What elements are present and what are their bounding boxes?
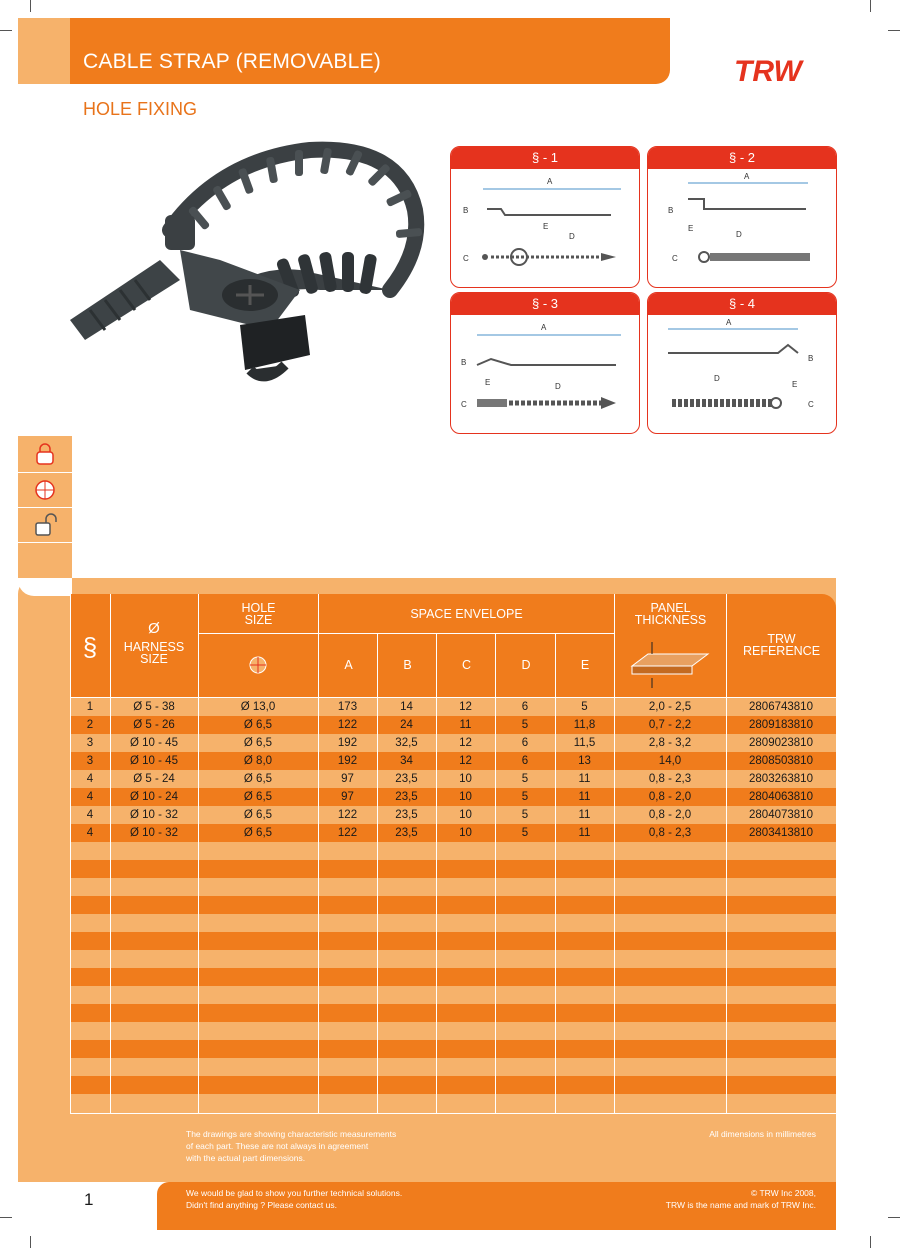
- grid-line: [110, 594, 111, 1114]
- table-row: [70, 1094, 836, 1112]
- cell-hole: Ø 6,5: [243, 791, 273, 803]
- cell-harness: Ø 10 - 32: [130, 827, 178, 839]
- cell-c: 10: [459, 809, 472, 821]
- diagram-2: [647, 146, 837, 288]
- panel-corner: [18, 578, 72, 596]
- grid-line: [70, 594, 71, 1114]
- cell-b: 23,5: [395, 827, 418, 839]
- header-a: A: [344, 658, 353, 672]
- cell-s: 4: [86, 809, 94, 821]
- cell-e: 11,8: [573, 719, 596, 731]
- cell-hole: Ø 6,5: [243, 809, 273, 821]
- table-row: [70, 716, 836, 734]
- grid-line: [436, 634, 437, 1114]
- cell-d: 5: [521, 719, 529, 731]
- panel-thickness-icon: [628, 640, 712, 690]
- table-row: [70, 968, 836, 986]
- cell-a: 97: [341, 773, 354, 785]
- svg-text:D: D: [714, 374, 720, 383]
- cell-s: 3: [86, 755, 94, 767]
- svg-text:D: D: [555, 382, 561, 391]
- cell-s: 4: [86, 827, 94, 839]
- cell-e: 11,5: [573, 737, 596, 749]
- header-e: E: [580, 658, 590, 672]
- cell-d: 6: [521, 755, 529, 767]
- header-section: §: [82, 632, 98, 662]
- contact-note: We would be glad to show you further technical solutions. Didn't find anything ? Please contact us.: [186, 1188, 403, 1210]
- header-harness: HARNESS SIZE: [123, 640, 185, 666]
- cell-hole: Ø 13,0: [240, 701, 276, 713]
- cell-b: 34: [400, 755, 413, 767]
- sidebar-lock-closed: [18, 438, 72, 473]
- table-row: [70, 1022, 836, 1040]
- cell-s: 4: [86, 773, 94, 785]
- cell-panel: 2,8 - 3,2: [648, 737, 692, 749]
- cell-d: 5: [521, 809, 529, 821]
- cell-hole: Ø 6,5: [243, 773, 273, 785]
- grid-line: [70, 697, 836, 698]
- cell-b: 32,5: [395, 737, 418, 749]
- diagram-3-label: § - 3: [451, 293, 639, 315]
- svg-text:B: B: [463, 206, 469, 215]
- grid-line: [726, 594, 727, 1114]
- header-c: C: [461, 658, 472, 672]
- header-hole-size: HOLE SIZE: [241, 601, 276, 627]
- svg-text:B: B: [808, 354, 814, 363]
- table-row: [70, 932, 836, 950]
- diagram-3: [450, 292, 640, 434]
- hole-size-icon: [248, 655, 268, 675]
- cell-harness: Ø 5 - 38: [133, 701, 175, 713]
- grid-line: [70, 1113, 836, 1114]
- table-row: [70, 950, 836, 968]
- cell-e: 11: [578, 809, 591, 821]
- cell-ref: 2809183810: [749, 719, 813, 731]
- cell-harness: Ø 10 - 45: [130, 737, 178, 749]
- cell-harness: Ø 5 - 26: [133, 719, 175, 731]
- cell-hole: Ø 6,5: [243, 827, 273, 839]
- cell-b: 23,5: [395, 809, 418, 821]
- table-row: [70, 698, 836, 716]
- diagram-1-drawing: [451, 169, 639, 287]
- table-row: [70, 986, 836, 1004]
- cell-harness: Ø 10 - 32: [130, 809, 178, 821]
- crop-mark: [0, 1217, 12, 1218]
- cell-d: 6: [521, 701, 529, 713]
- table-row: [70, 1076, 836, 1094]
- header-space-envelope: SPACE ENVELOPE: [410, 607, 523, 621]
- cell-s: 2: [86, 719, 94, 731]
- diagram-1: [450, 146, 640, 288]
- crop-mark: [888, 30, 900, 31]
- cell-harness: Ø 5 - 24: [133, 773, 175, 785]
- svg-text:A: A: [541, 323, 547, 332]
- units-note: All dimensions in millimetres: [709, 1129, 816, 1139]
- cell-c: 12: [459, 701, 472, 713]
- grid-line: [198, 633, 614, 634]
- cell-a: 122: [337, 719, 358, 731]
- cell-s: 3: [86, 737, 94, 749]
- cell-ref: 2803413810: [749, 827, 813, 839]
- cell-d: 5: [521, 791, 529, 803]
- cable-strap-photo: [50, 140, 440, 400]
- diagram-3-drawing: [451, 315, 639, 433]
- cell-d: 5: [521, 773, 529, 785]
- crop-mark: [0, 30, 12, 31]
- cell-s: 1: [86, 701, 94, 713]
- header-left-strip: [18, 18, 70, 84]
- grid-line: [495, 634, 496, 1114]
- header-b: B: [403, 658, 412, 672]
- hole-icon: [34, 478, 56, 502]
- copyright-note: © TRW Inc 2008, TRW is the name and mark of TRW Inc.: [665, 1188, 816, 1210]
- cell-b: 23,5: [395, 791, 418, 803]
- header-d: D: [521, 658, 531, 672]
- svg-text:C: C: [672, 254, 678, 263]
- cell-e: 5: [581, 701, 588, 713]
- crop-mark: [30, 1236, 31, 1248]
- svg-text:D: D: [736, 230, 742, 239]
- svg-text:E: E: [543, 222, 549, 231]
- cell-a: 97: [341, 791, 354, 803]
- table-row: [70, 1040, 836, 1058]
- cell-e: 13: [578, 755, 591, 767]
- table-row: [70, 878, 836, 896]
- svg-text:C: C: [461, 400, 467, 409]
- table-row: [70, 824, 836, 842]
- page-number: 1: [84, 1190, 94, 1209]
- table-row: [70, 896, 836, 914]
- cell-panel: 0,8 - 2,3: [648, 827, 692, 839]
- sidebar-lock-open: [18, 508, 72, 543]
- table-row: [70, 1058, 836, 1076]
- cell-hole: Ø 8,0: [243, 755, 273, 767]
- cell-panel: 0,8 - 2,3: [648, 773, 692, 785]
- cell-panel: 14,0: [658, 755, 682, 767]
- cell-a: 192: [337, 755, 358, 767]
- diagram-4: [647, 292, 837, 434]
- cell-c: 12: [459, 755, 472, 767]
- cell-a: 122: [337, 809, 358, 821]
- cell-panel: 0,8 - 2,0: [648, 791, 692, 803]
- cell-e: 11: [578, 827, 591, 839]
- cell-d: 6: [521, 737, 529, 749]
- diagram-4-label: § - 4: [648, 293, 836, 315]
- table-row: [70, 860, 836, 878]
- crop-mark: [30, 0, 31, 12]
- svg-text:A: A: [547, 177, 553, 186]
- header-diameter: Ø: [148, 620, 160, 637]
- header-panel-thickness: PANEL THICKNESS: [634, 601, 707, 627]
- diagram-1-label: § - 1: [451, 147, 639, 169]
- cell-c: 11: [459, 719, 472, 731]
- cell-ref: 2804073810: [749, 809, 813, 821]
- table-row: [70, 842, 836, 860]
- logo-text: TRW: [734, 55, 802, 88]
- crop-mark: [870, 1236, 871, 1248]
- svg-text:A: A: [726, 318, 732, 327]
- cell-hole: Ø 6,5: [243, 737, 273, 749]
- lock-open-icon: [34, 513, 60, 537]
- table-row: [70, 914, 836, 932]
- page-subtitle: HOLE FIXING: [83, 99, 198, 119]
- svg-text:B: B: [461, 358, 467, 367]
- header-reference: TRW REFERENCE: [742, 632, 821, 658]
- cell-s: 4: [86, 791, 94, 803]
- svg-text:D: D: [569, 232, 575, 241]
- diagram-2-drawing: [648, 169, 836, 287]
- cell-b: 14: [400, 701, 413, 713]
- svg-text:A: A: [744, 172, 750, 181]
- svg-text:B: B: [668, 206, 674, 215]
- cell-c: 10: [459, 827, 472, 839]
- crop-mark: [888, 1217, 900, 1218]
- cell-hole: Ø 6,5: [243, 719, 273, 731]
- trw-logo: [732, 54, 812, 88]
- table-row: [70, 788, 836, 806]
- grid-line: [614, 594, 615, 1114]
- svg-text:E: E: [688, 224, 694, 233]
- cell-e: 11: [578, 791, 591, 803]
- cell-ref: 2808503810: [749, 755, 813, 767]
- crop-mark: [870, 0, 871, 12]
- svg-text:C: C: [463, 254, 469, 263]
- page-title: CABLE STRAP (REMOVABLE): [83, 50, 381, 73]
- diagram-2-label: § - 2: [648, 147, 836, 169]
- svg-text:E: E: [485, 378, 491, 387]
- cell-panel: 2,0 - 2,5: [648, 701, 692, 713]
- cell-harness: Ø 10 - 45: [130, 755, 178, 767]
- lock-closed-icon: [34, 443, 56, 467]
- cell-b: 24: [400, 719, 413, 731]
- cell-a: 192: [337, 737, 358, 749]
- cell-a: 173: [337, 701, 358, 713]
- table-row: [70, 770, 836, 788]
- svg-text:E: E: [792, 380, 798, 389]
- diagram-4-drawing: [648, 315, 836, 433]
- cell-d: 5: [521, 827, 529, 839]
- cell-e: 11: [578, 773, 591, 785]
- cell-harness: Ø 10 - 24: [130, 791, 178, 803]
- cell-ref: 2809023810: [749, 737, 813, 749]
- table-row: [70, 806, 836, 824]
- cell-c: 10: [459, 791, 472, 803]
- cell-panel: 0,7 - 2,2: [648, 719, 692, 731]
- cell-b: 23,5: [395, 773, 418, 785]
- cell-ref: 2803263810: [749, 773, 813, 785]
- sidebar-hole: [18, 473, 72, 508]
- table-row: [70, 1004, 836, 1022]
- grid-line: [377, 634, 378, 1114]
- table-row: [70, 752, 836, 770]
- cell-panel: 0,8 - 2,0: [648, 809, 692, 821]
- table-row: [70, 734, 836, 752]
- cell-c: 10: [459, 773, 472, 785]
- cell-a: 122: [337, 827, 358, 839]
- grid-line: [318, 594, 319, 1114]
- cell-c: 12: [459, 737, 472, 749]
- grid-line: [198, 594, 199, 1114]
- drawings-note: The drawings are showing characteristic measurements of each part. These are not always in agreement with the actual part dimensions.: [186, 1129, 397, 1163]
- cell-ref: 2804063810: [749, 791, 813, 803]
- grid-line: [555, 634, 556, 1114]
- cell-ref: 2806743810: [749, 701, 813, 713]
- svg-text:C: C: [808, 400, 814, 409]
